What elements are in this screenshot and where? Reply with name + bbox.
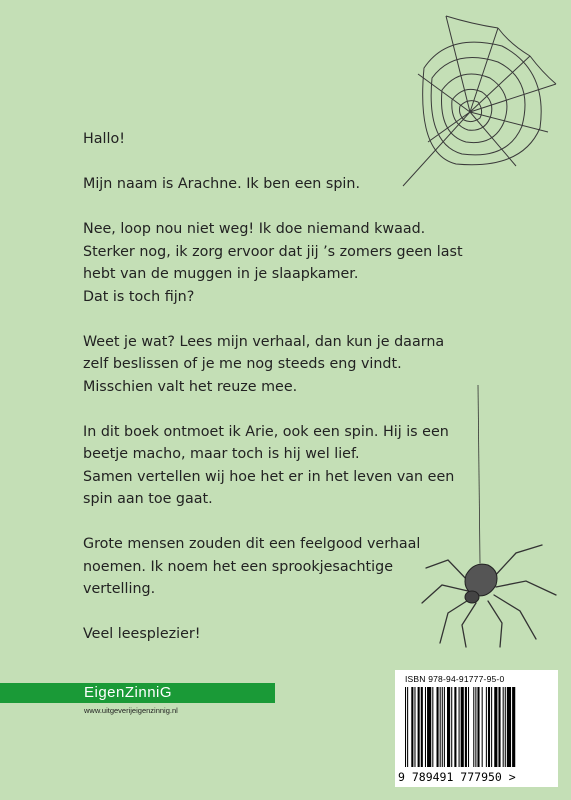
barcode-bar: [411, 687, 413, 767]
hanging-spider-illustration: [418, 385, 568, 650]
barcode-bar: [461, 687, 464, 767]
barcode-bar: [442, 687, 443, 767]
text-line: In dit boek ontmoet ik Arie, ook een spin. Hij is een: [83, 423, 449, 440]
barcode: [395, 670, 558, 787]
text-line: Veel leesplezier!: [83, 626, 201, 642]
text-line: Grote mensen zouden dit een feelgood verhaal: [83, 536, 421, 552]
barcode-bar: [477, 687, 479, 767]
barcode-bar: [421, 687, 423, 767]
barcode-bar: [505, 687, 506, 767]
text-line: Mijn naam is Arachne. Ik ben een spin.: [83, 176, 361, 192]
publisher-bar: [0, 683, 275, 703]
barcode-bar: [482, 687, 483, 767]
barcode-bar: [503, 687, 504, 767]
barcode-bar: [475, 687, 476, 767]
barcode-bar: [405, 687, 406, 767]
barcode-bar: [459, 687, 460, 767]
barcode-bars: [405, 687, 548, 773]
text-line: Weet je wat? Lees mijn verhaal, dan kun je daarna: [83, 333, 445, 350]
publisher-website: www.uitgeverijeigenzinnig.nl: [84, 706, 178, 715]
text-line: Nee, loop nou niet weg! Ik doe niemand kwaad.: [83, 221, 426, 237]
barcode-bar: [494, 687, 497, 767]
barcode-bar: [440, 687, 441, 767]
barcode-bar: [437, 687, 439, 767]
barcode-bar: [465, 687, 467, 767]
barcode-bar: [414, 687, 415, 767]
barcode-bar: [491, 687, 492, 767]
publisher-logo: EigenZinniG: [84, 684, 173, 701]
barcode-bar: [425, 687, 426, 767]
text-line: noemen. Ik noem het een sprookjesachtige: [83, 558, 394, 575]
text-line: beetje macho, maar toch is hij wel lief.: [83, 446, 360, 462]
barcode-bar: [407, 687, 408, 767]
barcode-bar: [418, 687, 420, 767]
paragraph-greeting: [83, 128, 483, 151]
barcode-bar: [468, 687, 469, 767]
paragraph-reassurance: [83, 218, 483, 308]
text-line: Misschien valt het reuze mee.: [83, 378, 298, 395]
barcode-bar: [444, 687, 445, 767]
text-line: spin aan toe gaat.: [83, 491, 213, 507]
barcode-bar: [507, 687, 511, 767]
paragraph-introduction: [83, 173, 483, 196]
text-line: vertelling.: [83, 581, 156, 597]
text-line: Sterker nog, ik zorg ervoor dat jij ’s zomers geen last: [83, 243, 463, 260]
text-line: zelf beslissen of je me nog steeds eng vindt.: [83, 356, 402, 372]
isbn-label: ISBN 978-94-91777-95-0: [405, 674, 505, 684]
barcode-bar: [447, 687, 450, 767]
barcode-digits: 9 789491 777950 >: [398, 770, 516, 784]
barcode-bar: [454, 687, 456, 767]
barcode-bar: [473, 687, 474, 767]
barcode-bar: [432, 687, 433, 767]
text-line: Dat is toch fijn?: [83, 288, 195, 305]
barcode-bar: [486, 687, 487, 767]
text-line: hebt van de muggen in je slaapkamer.: [83, 266, 359, 282]
barcode-bar: [427, 687, 431, 767]
text-line: Hallo!: [83, 131, 125, 147]
barcode-bar: [488, 687, 490, 767]
text-line: Samen vertellen wij hoe het er in het leven van een: [83, 468, 455, 485]
barcode-bar: [512, 687, 515, 767]
barcode-bar: [498, 687, 500, 767]
barcode-bar: [451, 687, 452, 767]
